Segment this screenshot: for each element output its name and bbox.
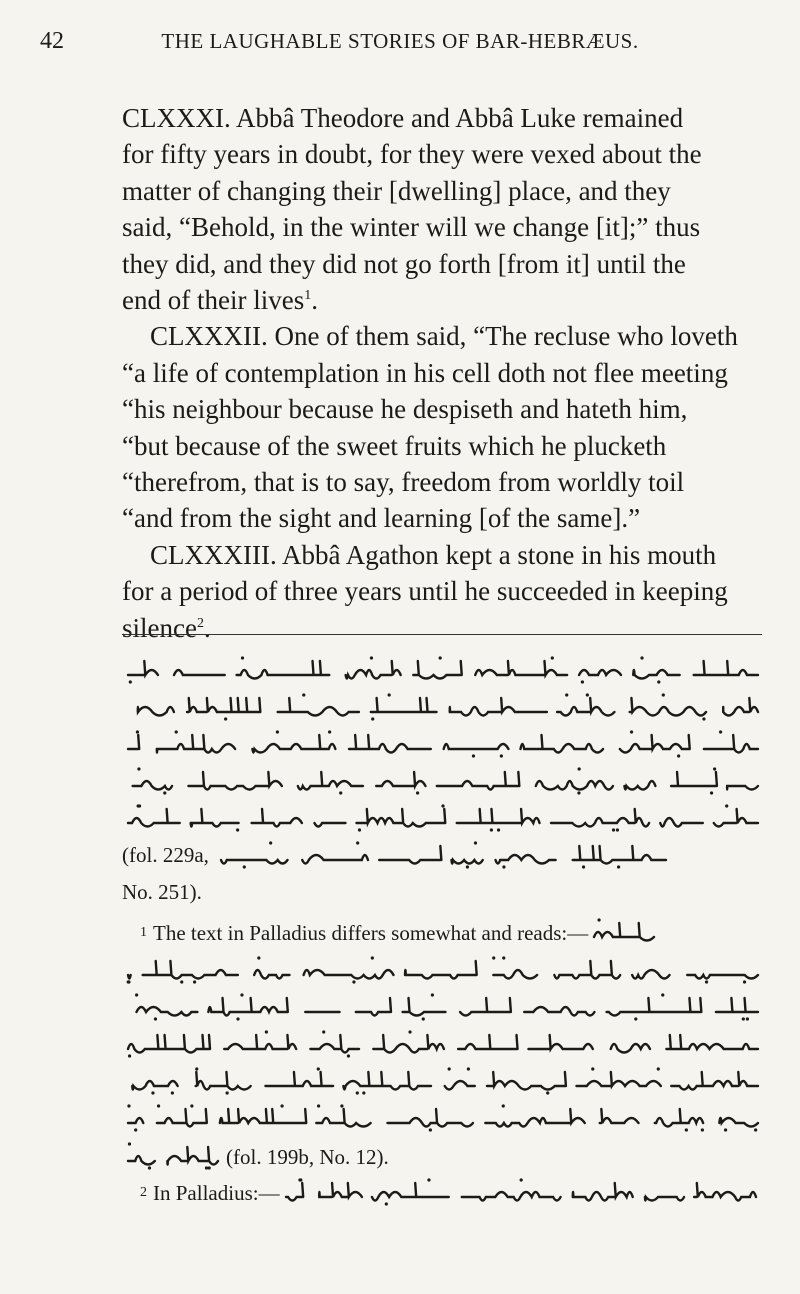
paragraph-clxxxii bbox=[122, 318, 762, 536]
page-header bbox=[40, 28, 760, 68]
paragraph-clxxxi: CLXXXI. Abbâ Theodore and Abbâ Luke remained for fifty years in doubt, for they were vexed about the matter of changing their [dwelling] place, and they said, “Behold, in the winter will we change [it];” thus they did, and they did not go forth [from it] until the end of their lives$^1$. bbox=[122, 103, 702, 316]
syriac-line-image bbox=[122, 689, 762, 726]
text-line: CLXXXII. One of them said, “The recluse who loveth bbox=[150, 321, 738, 352]
footnote-2: 2 In Palladius:— bbox=[122, 1176, 762, 1209]
syriac-script-image bbox=[122, 800, 762, 837]
syriac-line-image bbox=[122, 763, 762, 800]
text-line: matter of changing their [dwelling] place, and they bbox=[122, 175, 671, 206]
syriac-script-image bbox=[122, 1100, 762, 1137]
footnote-1-end bbox=[122, 1140, 762, 1173]
text-line: for fifty years in doubt, for they were vexed about the bbox=[122, 139, 702, 170]
source-reference: (fol. 229a, bbox=[122, 843, 209, 867]
text-line: they did, and they did not go forth [from it] until the bbox=[122, 248, 686, 279]
footnote-intro: In Palladius:— bbox=[153, 1180, 280, 1205]
syriac-line-image bbox=[122, 800, 762, 837]
syriac-script-image bbox=[122, 989, 762, 1026]
syriac-script-image bbox=[280, 1178, 760, 1208]
text-line: “therefrom, that is to say, freedom from worldly toil bbox=[122, 467, 685, 498]
syriac-line-image bbox=[122, 652, 762, 689]
page-number: 42 bbox=[40, 28, 64, 54]
text-line: “but because of the sweet fruits which he plucketh bbox=[122, 430, 667, 461]
syriac-line-image bbox=[122, 837, 762, 874]
text-line: for a period of three years until he succeeded in keeping bbox=[122, 576, 728, 607]
footnote-ref-2: 2 bbox=[196, 615, 204, 631]
footnote-reference: (fol. 199b, No. 12). bbox=[226, 1144, 389, 1169]
footnote-intro: The text in Palladius differs somewhat and reads:— bbox=[153, 920, 589, 945]
text-line: “his neighbour because he despiseth and hateth him, bbox=[122, 394, 688, 425]
section-divider bbox=[122, 634, 762, 635]
syriac-script-image bbox=[122, 763, 762, 800]
text-line: CLXXXIII. Abbâ Agathon kept a stone in his mouth bbox=[150, 539, 717, 570]
syriac-script-image bbox=[122, 1026, 762, 1063]
syriac-source-text bbox=[122, 652, 762, 874]
syriac-script-image bbox=[122, 726, 762, 763]
syriac-script-image bbox=[122, 1142, 222, 1172]
text-line: “and from the sight and learning [of the same].” bbox=[122, 503, 641, 534]
running-title: THE LAUGHABLE STORIES OF BAR-HEBRÆUS. bbox=[161, 29, 639, 53]
source-reference-cont: No. 251). bbox=[122, 880, 202, 904]
syriac-script-image bbox=[122, 652, 762, 689]
syriac-script-image bbox=[215, 837, 670, 874]
paragraph-clxxxiii: CLXXXIII. Abbâ Agathon kept a stone in his mouth for a period of three years until he succeeded in keeping silence$^2$. bbox=[122, 539, 728, 643]
text-line: said, “Behold, in the winter will we change [it];” thus bbox=[122, 212, 701, 243]
footnote-1-syriac bbox=[122, 952, 762, 1137]
text-line: “a life of contemplation in his cell doth not flee meeting bbox=[122, 357, 728, 388]
english-translation bbox=[122, 100, 762, 646]
text-line: CLXXXI. Abbâ Theodore and Abbâ Luke remained bbox=[122, 103, 684, 133]
footnote-ref-1: 1 bbox=[304, 288, 312, 304]
syriac-script-image bbox=[122, 952, 762, 989]
syriac-script-image bbox=[122, 1063, 762, 1100]
text-line: end of their lives bbox=[122, 285, 305, 316]
text-line: silence bbox=[122, 612, 197, 643]
syriac-script-image bbox=[588, 918, 658, 948]
footnote-1: 1 The text in Palladius differs somewhat and reads:— bbox=[122, 916, 762, 949]
syriac-line-image bbox=[122, 726, 762, 763]
syriac-script-image bbox=[122, 689, 762, 726]
